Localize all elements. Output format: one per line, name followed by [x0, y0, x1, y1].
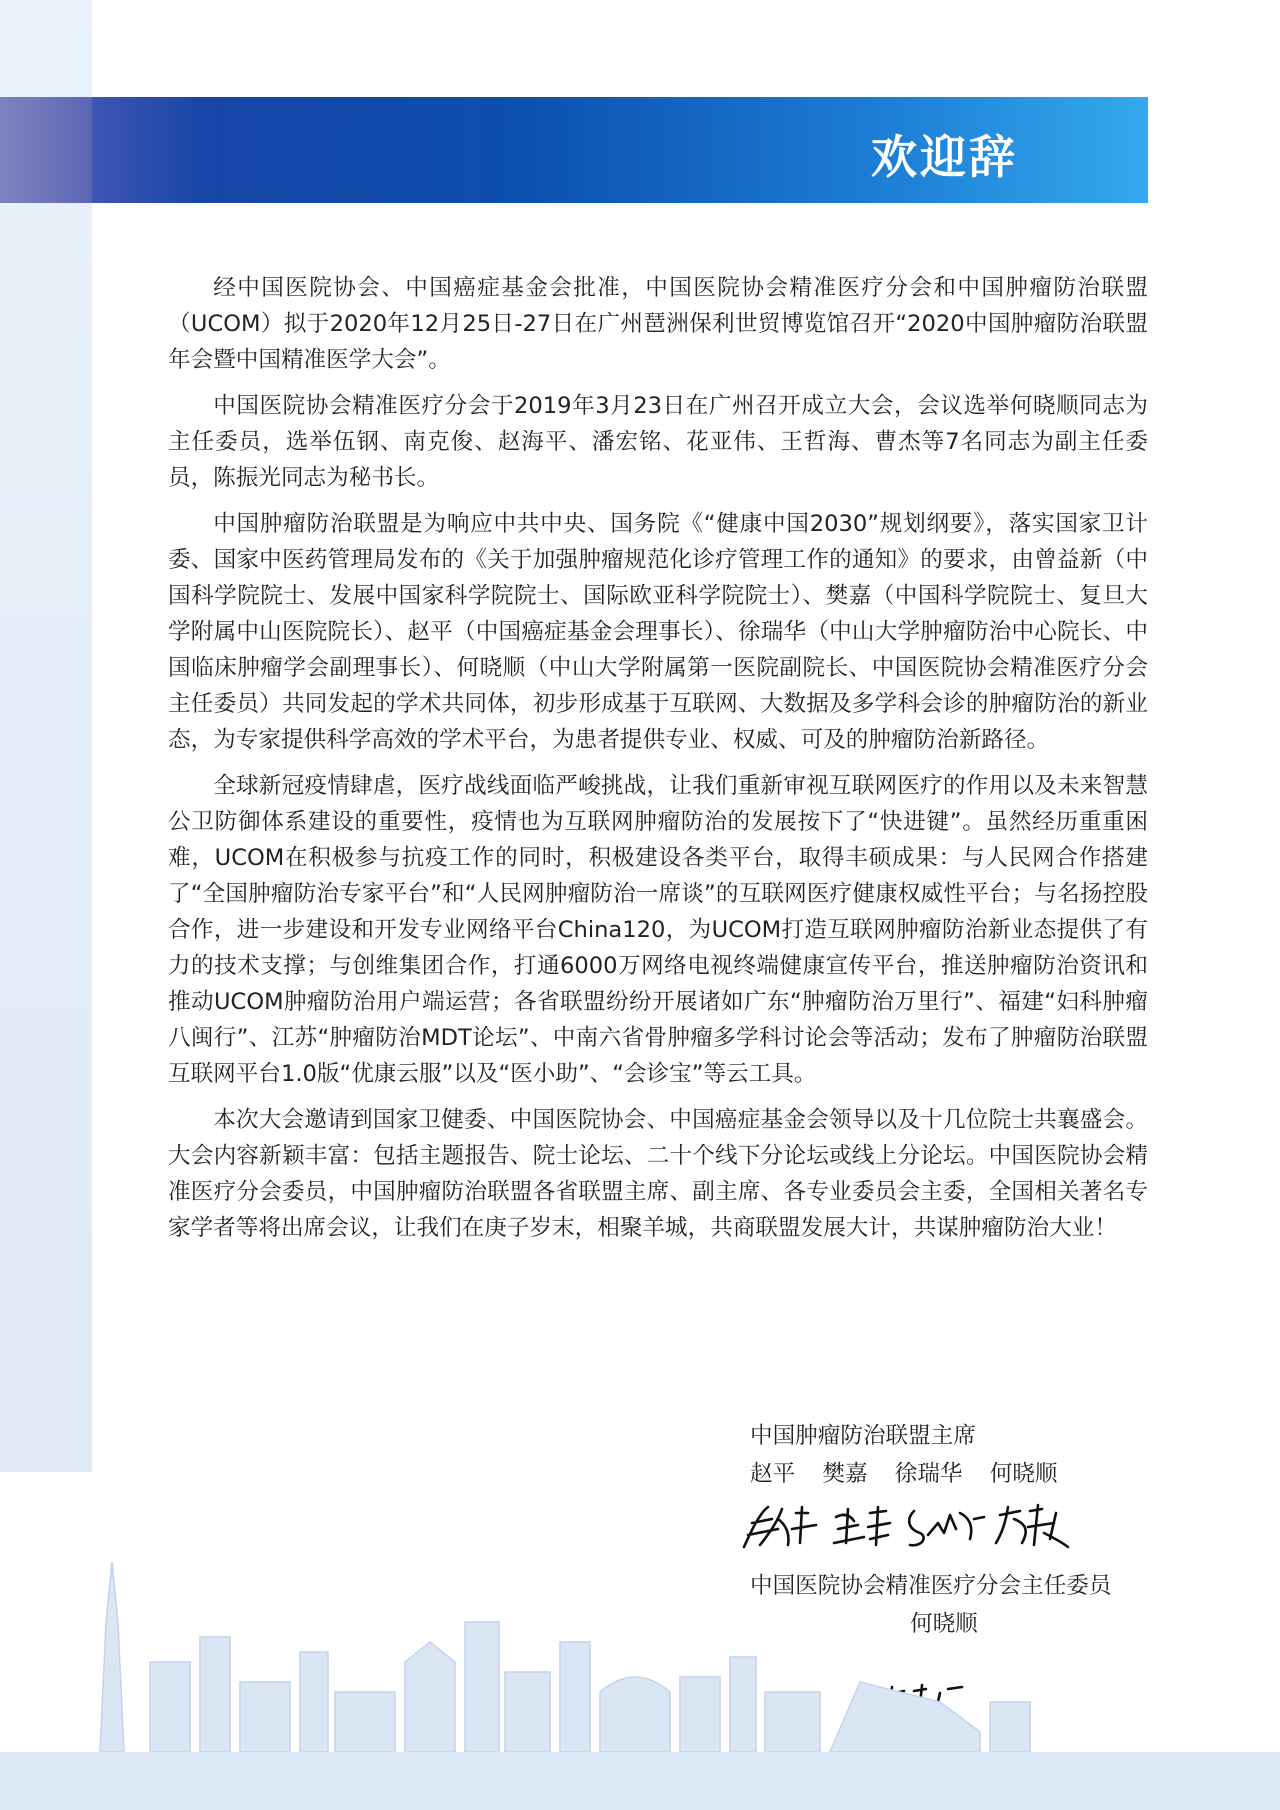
signer-name: 樊嘉 — [822, 1461, 868, 1487]
signature-group2-name: 何晓顺 — [910, 1611, 978, 1637]
signature-group2-title: 中国医院协会精准医疗分会主任委员 — [750, 1573, 1112, 1599]
bottom-decorative-strip — [0, 1752, 1280, 1810]
city-skyline-illustration — [60, 1542, 1060, 1752]
header-banner — [0, 97, 1148, 203]
paragraph-5: 本次大会邀请到国家卫健委、中国医院协会、中国癌症基金会领导以及十几位院士共襄盛会。大会内容新颖丰富：包括主题报告、院士论坛、二十个线下分论坛或线上分论坛。中国医院协会精准医疗分会委员，中国肿瘤防治联盟各省联盟主席、副主席、各专业委员会主委，全国相关著名专家学者等将出席会议，让我们在庚子岁末，相聚羊城，共商联盟发展大计，共谋肿瘤防治大业！ — [168, 1107, 1148, 1241]
paragraph-4: 全球新冠疫情肆虐，医疗战线面临严峻挑战，让我们重新审视互联网医疗的作用以及未来智慧公卫防御体系建设的重要性，疫情也为互联网肿瘤防治的发展按下了“快进键”。虽然经历重重困难，UCOM在积极参与抗疫工作的同时，积极建设各类平台，取得丰硕成果：与人民网合作搭建了“全国肿瘤防治专家平台”和“人民网肿瘤防治一席谈”的互联网医疗健康权威性平台；与名扬控股合作，进一步建设和开发专业网络平台China120，为UCOM打造互联网肿瘤防治新业态提供了有力的技术支撑；与创维集团合作，打通6000万网络电视终端健康宣传平台，推送肿瘤防治资讯和推动UCOM肿瘤防治用户端运营；各省联盟纷纷开展诸如广东“肿瘤防治万里行”、福建“妇科肿瘤八闽行”、江苏“肿瘤防治MDT论坛”、中南六省骨肿瘤多学科讨论会等活动；发布了肿瘤防治联盟互联网平台1.0版“优康云服”以及“医小助”、“会诊宝”等云工具。 — [168, 773, 1148, 1087]
header-banner-tab — [0, 97, 92, 203]
letter-body — [168, 270, 1148, 1256]
signer-name: 赵平 — [750, 1461, 796, 1487]
signer-name: 何晓顺 — [989, 1461, 1058, 1487]
paragraph-2: 中国医院协会精准医疗分会于2019年3月23日在广州召开成立大会，会议选举何晓顺同志为主任委员，选举伍钢、南克俊、赵海平、潘宏铭、花亚伟、王哲海、曹杰等7名同志为副主任委员，陈振光同志为秘书长。 — [168, 393, 1148, 491]
page-title: 欢迎辞 — [871, 130, 1018, 184]
signature-group1-title: 中国肿瘤防治联盟主席 — [750, 1423, 976, 1449]
left-decorative-strip — [0, 0, 92, 1472]
signature-group1-names — [750, 1455, 1170, 1493]
paragraph-1: 经中国医院协会、中国癌症基金会批准，中国医院协会精准医疗分会和中国肿瘤防治联盟（UCOM）拟于2020年12月25日-27日在广州琶洲保利世贸博览馆召开“2020中国肿瘤防治联盟年会暨中国精准医学大会”。 — [168, 275, 1148, 373]
signer-name: 徐瑞华 — [894, 1461, 963, 1487]
paragraph-3: 中国肿瘤防治联盟是为响应中共中央、国务院《“健康中国2030”规划纲要》，落实国家卫计委、国家中医药管理局发布的《关于加强肿瘤规范化诊疗管理工作的通知》的要求，由曾益新（中国科学院院士、发展中国家科学院院士、国际欧亚科学院院士）、樊嘉（中国科学院院士、复旦大学附属中山医院院长）、赵平（中国癌症基金会理事长）、徐瑞华（中山大学肿瘤防治中心院长、中国临床肿瘤学会副理事长）、何晓顺（中山大学附属第一医院副院长、中国医院协会精准医疗分会主任委员）共同发起的学术共同体，初步形成基于互联网、大数据及多学科会诊的肿瘤防治的新业态，为专家提供科学高效的学术平台，为患者提供专业、权威、可及的肿瘤防治新路径。 — [168, 511, 1148, 753]
